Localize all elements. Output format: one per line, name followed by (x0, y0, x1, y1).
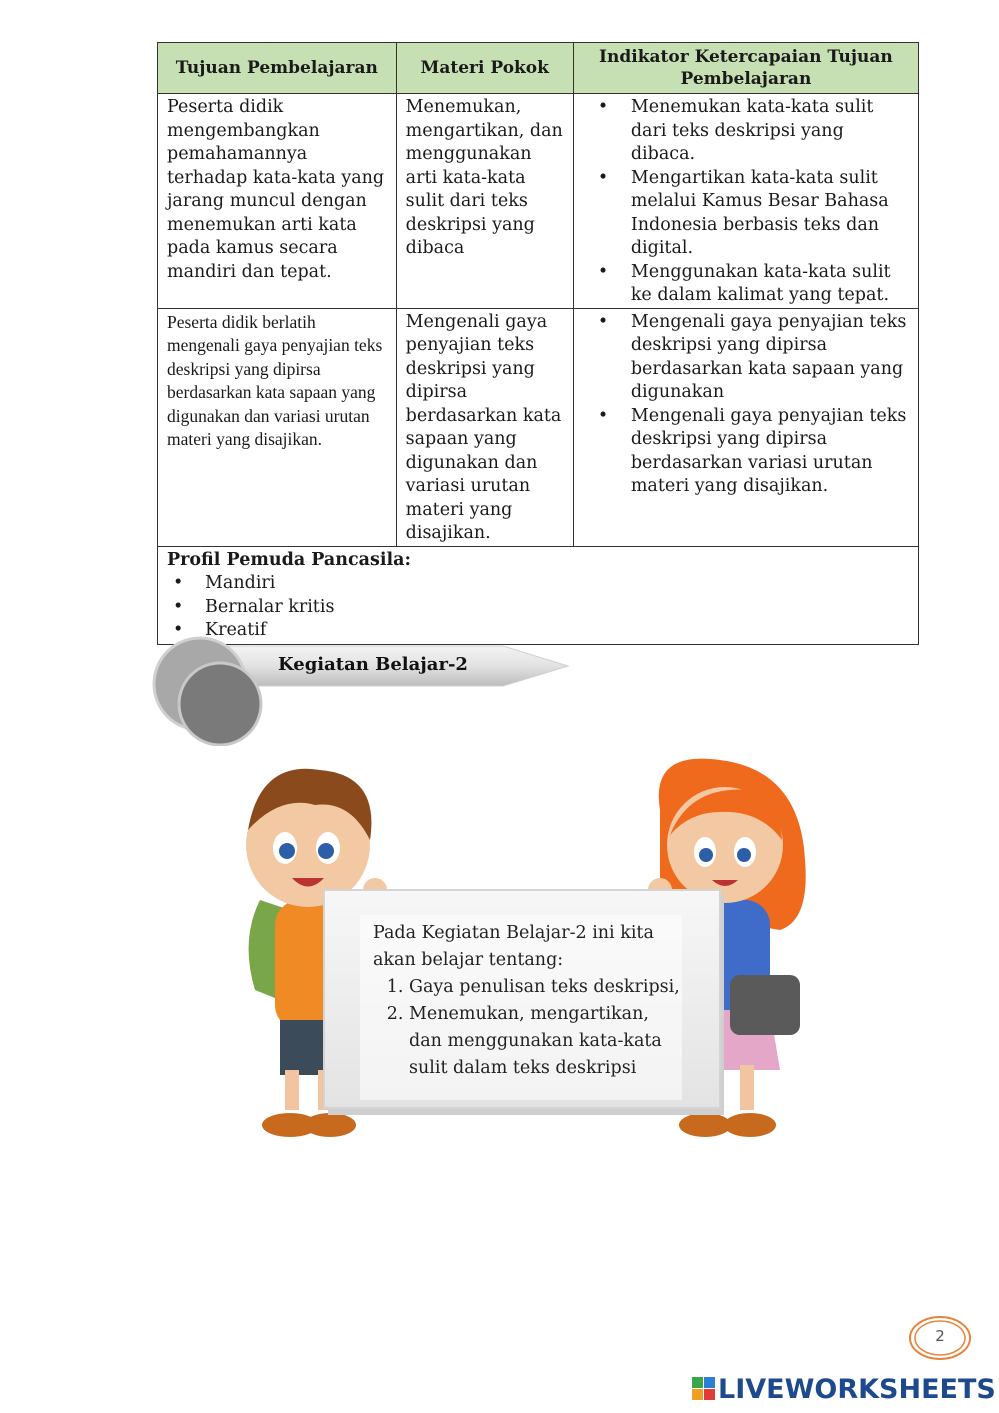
liveworksheets-logo-icon (692, 1377, 716, 1401)
profil-row (158, 546, 919, 644)
learning-objectives-table (157, 42, 919, 645)
board-text (373, 920, 683, 1082)
list-item: 2. Menemukan, mengartikan, dan menggunakan kata-kata sulit dalam teks deskripsi (409, 1001, 683, 1082)
row1-materi: Menemukan, mengartikan, dan menggunakan arti kata-kata sulit dari teks deskripsi yang dibaca (396, 94, 573, 309)
row2-tujuan: Peserta didik berlatih mengenali gaya penyajian teks deskripsi yang dipirsa berdasarkan kata sapaan yang digunakan dan variasi urutan materi yang disajikan. (158, 308, 397, 546)
list-item: • Mengartikan kata-kata sulit melalui Kamus Besar Bahasa Indonesia berbasis teks dan digital. (631, 167, 909, 261)
list-item: • Mandiri (205, 572, 909, 596)
page-number: 2 (935, 1327, 945, 1345)
banner-circle-front (179, 663, 261, 745)
liveworksheets-brand[interactable] (692, 1372, 996, 1406)
section-banner (148, 636, 578, 746)
table-header-row (158, 43, 919, 94)
header-materi: Materi Pokok (396, 43, 573, 94)
banner-title: Kegiatan Belajar-2 (278, 654, 468, 675)
profil-cell (158, 546, 919, 644)
list-item: • Menggunakan kata-kata sulit ke dalam kalimat yang tepat. (631, 261, 909, 308)
row2-indikator (573, 308, 918, 546)
board-intro: Pada Kegiatan Belajar-2 ini kita akan belajar tentang: (373, 923, 654, 970)
list-item: • Menemukan kata-kata sulit dari teks deskripsi yang dibaca. (631, 96, 909, 167)
header-indikator: Indikator Ketercapaian Tujuan Pembelajaran (573, 43, 918, 94)
table-row (158, 308, 919, 546)
row1-tujuan: Peserta didik mengembangkan pemahamannya terhadap kata-kata yang jarang muncul dengan menemukan arti kata pada kamus secara mandiri dan tepat. (158, 94, 397, 309)
liveworksheets-brand-name: LIVEWORKSHEETS (718, 1373, 996, 1405)
list-item: • Mengenali gaya penyajian teks deskripsi yang dipirsa berdasarkan variasi urutan materi yang disajikan. (631, 405, 909, 499)
list-item: • Bernalar kritis (205, 596, 909, 620)
row2-materi: Mengenali gaya penyajian teks deskripsi yang dipirsa berdasarkan kata sapaan yang digunakan dan variasi urutan materi yang disajikan. (396, 308, 573, 546)
list-item: • Mengenali gaya penyajian teks deskripsi yang dipirsa berdasarkan kata sapaan yang digunakan (631, 311, 909, 405)
header-tujuan: Tujuan Pembelajaran (158, 43, 397, 94)
table-row (158, 94, 919, 309)
row1-indikator (573, 94, 918, 309)
list-item: 1. Gaya penulisan teks deskripsi, (409, 974, 683, 1001)
list-item: • Kreatif (205, 619, 909, 643)
profil-title: Profil Pemuda Pancasila: (167, 549, 411, 570)
